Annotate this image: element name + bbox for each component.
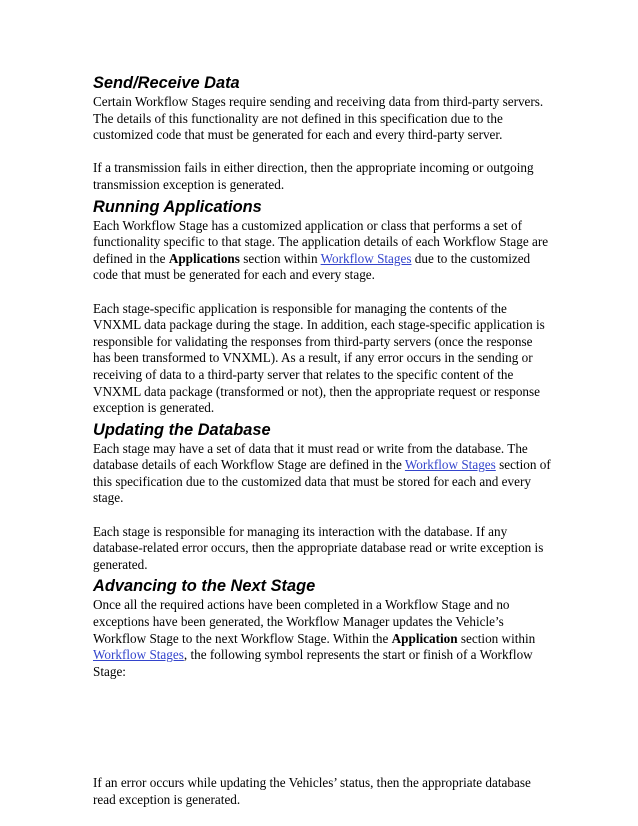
- symbol-figure-placeholder: [93, 680, 551, 775]
- text-run: Each Workflow Stage has a customized application or class that performs a set of functionality specific to that stage. The application details of each Workflow Stage are defined in the: [93, 217, 549, 266]
- paragraph: Certain Workflow Stages require sending and receiving data from third-party servers. The details of this functionality are not defined in this specification due to the customized code that must be generated for each and every third-party server.: [93, 94, 544, 143]
- text-run: Each stage may have a set of data that it must read or write from the database. The database details of each Workflow Stage are defined in the: [93, 440, 528, 473]
- section-updating-database: [93, 421, 551, 574]
- paragraph: [93, 441, 551, 507]
- text-run: section within: [457, 630, 536, 646]
- paragraph: [93, 597, 551, 680]
- paragraph: [93, 218, 551, 284]
- text-run: section within: [239, 250, 321, 266]
- workflow-stages-link[interactable]: Workflow Stages: [93, 647, 184, 663]
- document-page: [93, 74, 551, 809]
- text-run: Once all the required actions have been completed in a Workflow Stage and no exceptions have been generated, the Workflow Manager updates the Vehicle’s Workflow Stage to the next Workflow Stage. Within the: [93, 597, 510, 646]
- section-send-receive-data: [93, 74, 551, 194]
- section-running-applications: [93, 198, 551, 417]
- section-heading: Running Applications: [93, 197, 262, 216]
- section-heading: Advancing to the Next Stage: [93, 577, 316, 596]
- paragraph: Each stage-specific application is responsible for managing the contents of the VNXML data package during the stage. In addition, each stage-specific application is responsible for validating the responses from third-party servers (once the response has been transformed to VNXML). As a result, if any error occurs in the sending or receiving of data to a third-party server that relates to the specific content of the VNXML data package (transformed or not), then the appropriate request or response exception is generated.: [93, 300, 545, 416]
- section-heading: Updating the Database: [93, 420, 271, 439]
- bold-term: Applications: [168, 250, 240, 266]
- section-heading: Send/Receive Data: [93, 74, 240, 92]
- bold-term: Application: [391, 630, 458, 646]
- text-run: , the following symbol represents the start or finish of a Workflow Stage:: [93, 647, 533, 679]
- section-advancing-next-stage: [93, 577, 551, 808]
- text-run: due to the customized code that must be generated for each and every stage.: [93, 250, 531, 283]
- paragraph: If an error occurs while updating the Vehicles’ status, then the appropriate database read exception is generated.: [93, 775, 531, 807]
- text-run: section of this specification due to the customized data that must be stored for each and every stage.: [93, 457, 551, 506]
- workflow-stages-link[interactable]: Workflow Stages: [320, 250, 412, 266]
- workflow-stages-link[interactable]: Workflow Stages: [404, 457, 496, 473]
- paragraph: If a transmission fails in either direction, then the appropriate incoming or outgoing transmission exception is generated.: [93, 160, 534, 192]
- paragraph: Each stage is responsible for managing its interaction with the database. If any database-related error occurs, then the appropriate database read or write exception is generated.: [93, 523, 544, 572]
